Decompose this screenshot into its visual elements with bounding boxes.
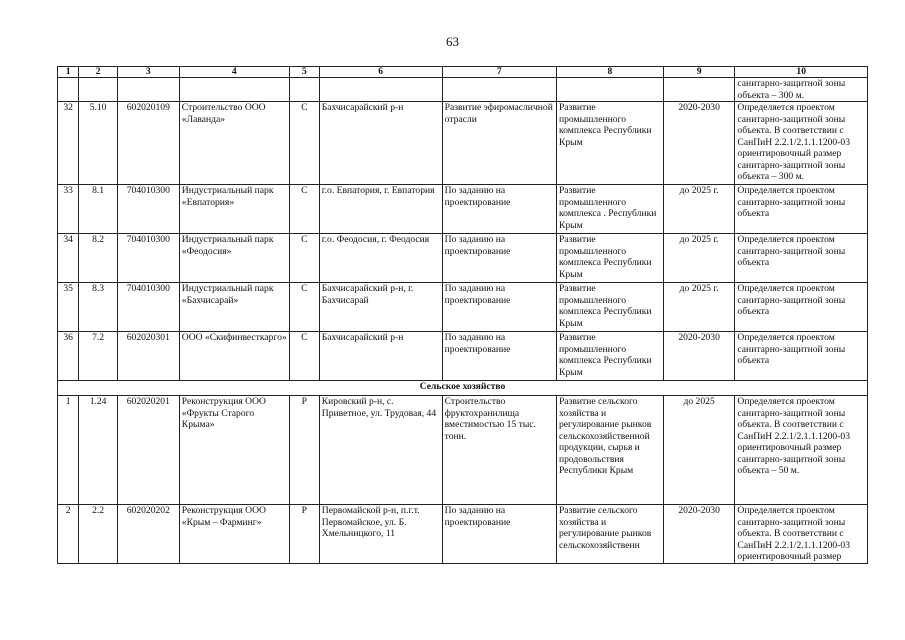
column-header: 1 — [58, 67, 79, 78]
continuation-row — [58, 78, 868, 102]
column-header: 9 — [663, 67, 735, 78]
cell-purpose: По заданию на проектирование — [442, 332, 556, 381]
table-row — [58, 185, 868, 234]
table-row — [58, 283, 868, 332]
cell-program: Развитие промышленного комплекса . Республики Крым — [556, 185, 663, 234]
cell-id: 704010300 — [117, 185, 179, 234]
cell-id: 602020202 — [117, 505, 179, 564]
cell-code: 8.2 — [79, 234, 117, 283]
cell-purpose: По заданию на проектирование — [442, 185, 556, 234]
cell-type: С — [289, 283, 319, 332]
cell-number: 1 — [58, 396, 79, 505]
cell-name: Строительство ООО «Лаванда» — [179, 102, 289, 185]
column-header: 4 — [179, 67, 289, 78]
cell-location: г.о. Феодосия, г. Феодосия — [319, 234, 442, 283]
cell-type: С — [289, 332, 319, 381]
cell-id: 602020301 — [117, 332, 179, 381]
cell-code: 5.10 — [79, 102, 117, 185]
cell-name: ООО «Скифинвесткарго» — [179, 332, 289, 381]
cell-note: Определяется проектом санитарно-защитной зоны объекта. В соответствии с СанПиН 2.2.1/2.1.1.1200-03 ориентировочный размер санитарно-защитной зоны объекта – 300 м. — [735, 102, 868, 185]
cell-name: Индустриальный парк «Евпатория» — [179, 185, 289, 234]
cell-location: Бахчисарайский р-н, г. Бахчисарай — [319, 283, 442, 332]
cell-type: С — [289, 234, 319, 283]
cell-code: 7.2 — [79, 332, 117, 381]
cell-type: С — [289, 102, 319, 185]
column-header: 5 — [289, 67, 319, 78]
cell-location: Бахчисарайский р-н — [319, 102, 442, 185]
cell-period: до 2025 — [663, 396, 735, 505]
objects-table — [57, 66, 868, 564]
cell-type: Р — [289, 505, 319, 564]
cell-number: 32 — [58, 102, 79, 185]
column-header: 8 — [556, 67, 663, 78]
cell-location: Бахчисарайский р-н — [319, 332, 442, 381]
cell-type: С — [289, 185, 319, 234]
cell-type: Р — [289, 396, 319, 505]
column-header: 2 — [79, 67, 117, 78]
cell-id: 602020201 — [117, 396, 179, 505]
cell-number: 36 — [58, 332, 79, 381]
table-row — [58, 505, 868, 564]
cell-code: 8.1 — [79, 185, 117, 234]
cell-number: 35 — [58, 283, 79, 332]
cell-code: 8.3 — [79, 283, 117, 332]
cell-id: 704010300 — [117, 283, 179, 332]
section-row — [58, 381, 868, 396]
table-row — [58, 332, 868, 381]
cell-purpose: По заданию на проектирование — [442, 283, 556, 332]
cell-id: 704010300 — [117, 234, 179, 283]
cell-code: 1.24 — [79, 396, 117, 505]
cell-period: 2020-2030 — [663, 332, 735, 381]
cell-program: Развитие промышленного комплекса Республики Крым — [556, 332, 663, 381]
cell-name: Индустриальный парк «Феодосия» — [179, 234, 289, 283]
cell-period: 2020-2030 — [663, 505, 735, 564]
cell-number: 33 — [58, 185, 79, 234]
cell-period: 2020-2030 — [663, 102, 735, 185]
column-header: 7 — [442, 67, 556, 78]
cell-period: до 2025 г. — [663, 185, 735, 234]
cell-program: Развитие промышленного комплекса Республики Крым — [556, 102, 663, 185]
cell-note: Определяется проектом санитарно-защитной зоны объекта — [735, 185, 868, 234]
cell-name: Реконструкция ООО «Крым – Фарминг» — [179, 505, 289, 564]
cell-code: 2.2 — [79, 505, 117, 564]
column-header: 3 — [117, 67, 179, 78]
header-row — [58, 67, 868, 78]
cell-name: Индустриальный парк «Бахчисарай» — [179, 283, 289, 332]
cell-program: Развитие сельского хозяйства и регулирование рынков сельскохозяйственн — [556, 505, 663, 564]
cell-location: г.о. Евпатория, г. Евпатория — [319, 185, 442, 234]
cell-note: Определяется проектом санитарно-защитной зоны объекта — [735, 283, 868, 332]
section-title: Сельское хозяйство — [58, 381, 868, 396]
cell-note: Определяется проектом санитарно-защитной зоны объекта — [735, 234, 868, 283]
column-header: 6 — [319, 67, 442, 78]
cell-purpose: Развитие эфиромасличной отрасли — [442, 102, 556, 185]
cell-purpose: По заданию на проектирование — [442, 234, 556, 283]
cell-period: до 2025 г. — [663, 234, 735, 283]
cell-note: Определяется проектом санитарно-защитной зоны объекта — [735, 332, 868, 381]
cell-number: 2 — [58, 505, 79, 564]
cell-purpose: Строительство фруктохранилища вместимостью 15 тыс. тонн. — [442, 396, 556, 505]
column-header: 10 — [735, 67, 868, 78]
cell-program: Развитие промышленного комплекса Республики Крым — [556, 283, 663, 332]
cell-id: 602020109 — [117, 102, 179, 185]
cell-name: Реконструкция ООО «Фрукты Старого Крыма» — [179, 396, 289, 505]
cell-purpose: По заданию на проектирование — [442, 505, 556, 564]
page-number: 63 — [446, 34, 459, 49]
cell-period: до 2025 г. — [663, 283, 735, 332]
cell-note: Определяется проектом санитарно-защитной зоны объекта. В соответствии с СанПиН 2.2.1/2.1.1.1200-03 ориентировочный размер — [735, 505, 868, 564]
cell-number: 34 — [58, 234, 79, 283]
table-row — [58, 234, 868, 283]
cell-location: Первомайской р-н, п.г.т. Первомайское, ул. Б. Хмельницкого, 11 — [319, 505, 442, 564]
cell-note: Определяется проектом санитарно-защитной зоны объекта. В соответствии с СанПиН 2.2.1/2.1.1.1200-03 ориентировочный размер санитарно-защитной зоны объекта – 50 м. — [735, 396, 868, 505]
table-row — [58, 102, 868, 185]
table-row — [58, 396, 868, 505]
table-body — [58, 67, 868, 564]
cell-location: Кировский р-н, с. Приветное, ул. Трудовая, 44 — [319, 396, 442, 505]
cell-program: Развитие промышленного комплекса Республики Крым — [556, 234, 663, 283]
cell-program: Развитие сельского хозяйства и регулирование рынков сельскохозяйственной продукции, сырья и продовольствия Республики Крым — [556, 396, 663, 505]
cell-note: санитарно-защитной зоны объекта – 300 м. — [735, 78, 868, 102]
